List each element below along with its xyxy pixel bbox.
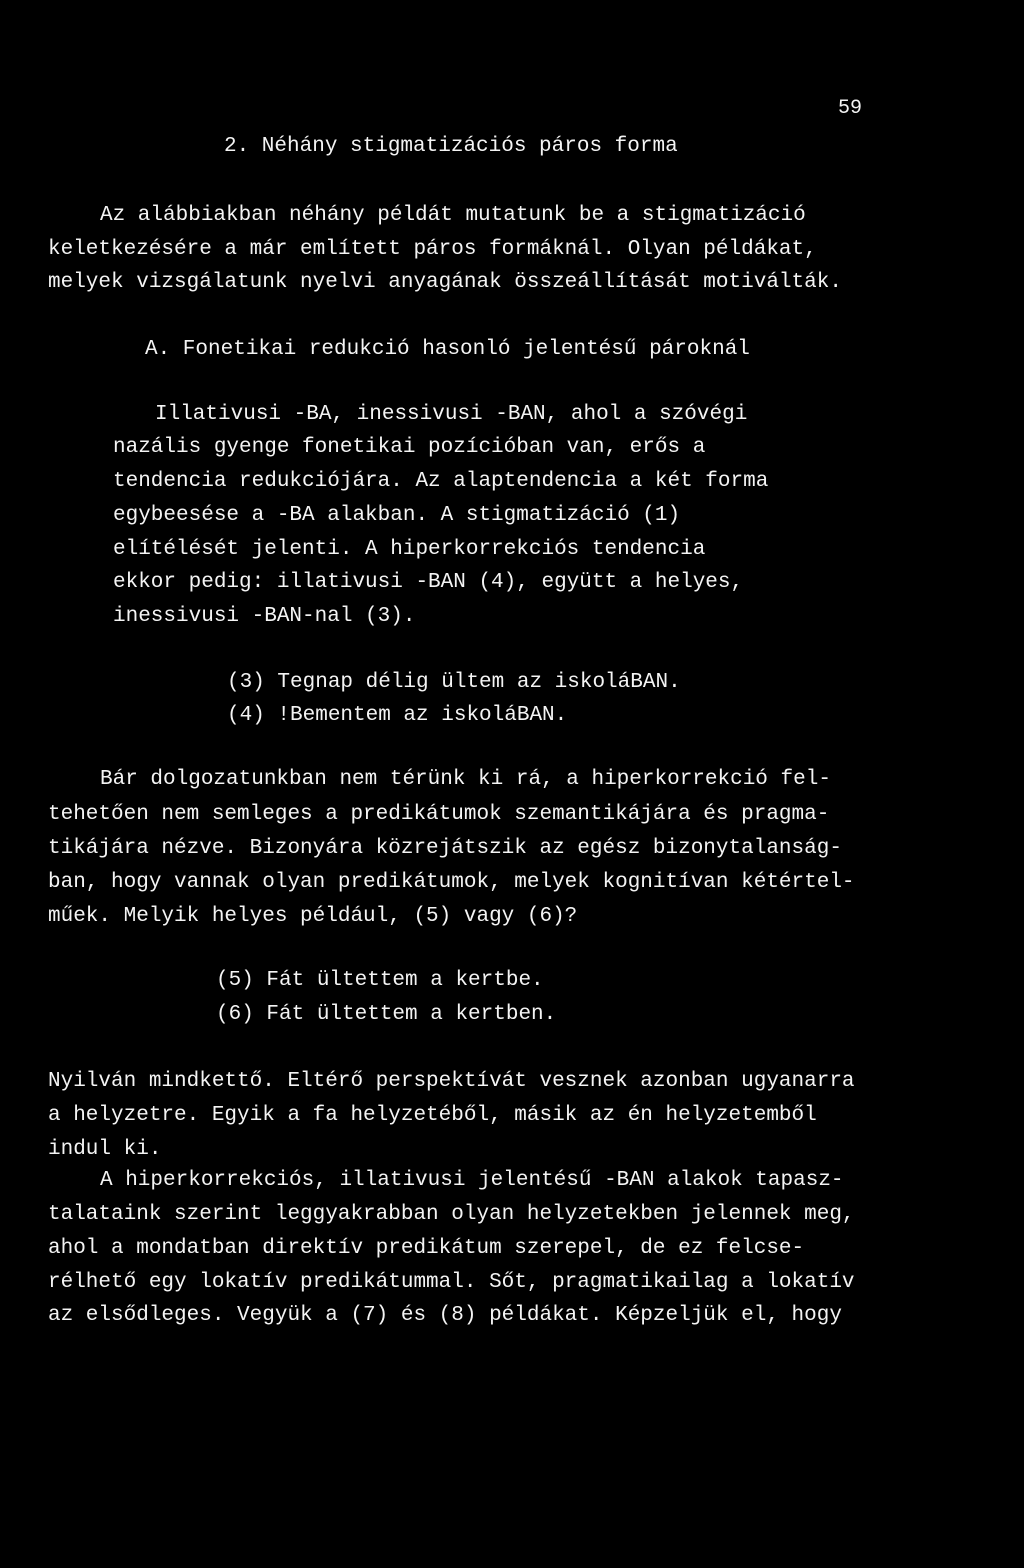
text-line: nazális gyenge fonetikai pozícióban van, erős a — [113, 436, 706, 459]
text-line: melyek vizsgálatunk nyelvi anyagának összeállítását motiválták. — [48, 271, 842, 294]
text-line: Bár dolgozatunkban nem térünk ki rá, a hiperkorrekció fel- — [100, 768, 831, 791]
text-line: tehetően nem semleges a predikátumok szemantikájára és pragma- — [48, 803, 830, 826]
text-line: tikájára nézve. Bizonyára közrejátszik az egész bizonytalanság- — [48, 837, 842, 860]
text-line: egybeesése a -BA alakban. A stigmatizáció (1) — [113, 504, 681, 527]
text-line: Illativusi -BA, inessivusi -BAN, ahol a szóvégi — [155, 403, 748, 426]
text-line: indul ki. — [48, 1138, 162, 1161]
text-line: műek. Melyik helyes például, (5) vagy (6)? — [48, 905, 578, 928]
text-line: rélhető egy lokatív predikátummal. Sőt, pragmatikailag a lokatív — [48, 1271, 855, 1294]
text-line: ekkor pedig: illativusi -BAN (4), együtt a helyes, — [113, 571, 744, 594]
text-line: az elsődleges. Vegyük a (7) és (8) példákat. Képzeljük el, hogy — [48, 1304, 842, 1327]
text-line: Nyilván mindkettő. Eltérő perspektívát vesznek azonban ugyanarra — [48, 1070, 855, 1093]
example-line: (3) Tegnap délig ültem az iskoláBAN. — [227, 671, 681, 694]
section-title: 2. Néhány stigmatizációs páros forma — [224, 135, 678, 158]
text-line: talataink szerint leggyakrabban olyan helyzetekben jelennek meg, — [48, 1203, 855, 1226]
text-line: Az alábbiakban néhány példát mutatunk be a stigmatizáció — [100, 204, 806, 227]
page-number: 59 — [838, 97, 863, 120]
example-line: (5) Fát ültettem a kertbe. — [216, 969, 544, 992]
text-line: elítélését jelenti. A hiperkorrekciós tendencia — [113, 538, 706, 561]
text-line: inessivusi -BAN-nal (3). — [113, 605, 416, 628]
example-line: (6) Fát ültettem a kertben. — [216, 1003, 557, 1026]
example-line: (4) !Bementem az iskoláBAN. — [227, 704, 568, 727]
text-line: A hiperkorrekciós, illativusi jelentésű -BAN alakok tapasz- — [100, 1169, 844, 1192]
text-line: keletkezésére a már említett páros formáknál. Olyan példákat, — [48, 238, 817, 261]
text-line: tendencia redukciójára. Az alaptendencia a két forma — [113, 470, 769, 493]
text-line: ahol a mondatban direktív predikátum szerepel, de ez felcse- — [48, 1237, 805, 1260]
text-line: ban, hogy vannak olyan predikátumok, melyek kognitívan kétértel- — [48, 871, 855, 894]
subsection-title: A. Fonetikai redukció hasonló jelentésű pároknál — [145, 338, 750, 361]
text-line: a helyzetre. Egyik a fa helyzetéből, másik az én helyzetemből — [48, 1104, 817, 1127]
